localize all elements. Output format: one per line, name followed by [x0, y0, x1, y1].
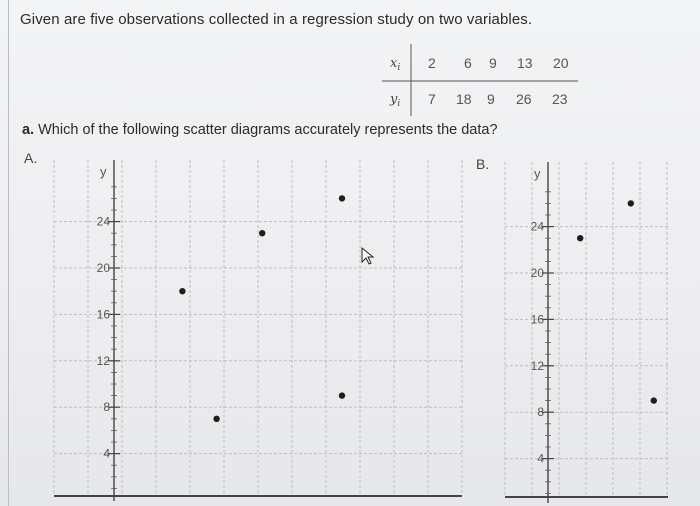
y-value: 23 — [552, 91, 568, 107]
y-tick-label: 16 — [96, 307, 110, 322]
y-axis-label: y — [534, 166, 541, 181]
y-tick-label: 16 — [530, 312, 544, 327]
y-axis-label: y — [100, 164, 107, 179]
y-tick-label: 12 — [530, 358, 544, 373]
data-point — [628, 200, 634, 206]
option-b-label[interactable]: B. — [476, 156, 490, 172]
x-value: 20 — [553, 55, 569, 71]
x-value: 2 — [428, 55, 436, 71]
y-value: 26 — [516, 91, 532, 107]
data-point — [651, 397, 657, 403]
y-header: $y_i$ — [390, 92, 401, 109]
question-text: Which of the following scatter diagrams accurately represents the data? — [38, 122, 498, 138]
y-tick-label: 20 — [530, 266, 544, 280]
y-value: 7 — [428, 91, 436, 107]
y-tick-label: 24 — [96, 214, 110, 229]
y-tick-label: 8 — [537, 405, 544, 420]
y-tick-label: 4 — [103, 446, 110, 461]
option-a-label[interactable]: A. — [24, 150, 38, 166]
y-tick-label: 24 — [530, 219, 544, 234]
y-tick-label: 20 — [96, 261, 110, 275]
y-tick-label: 8 — [103, 400, 110, 415]
x-value: 6 — [464, 55, 472, 71]
x-value: 13 — [517, 55, 533, 71]
data-point — [577, 235, 583, 241]
y-value: 9 — [487, 91, 495, 107]
problem-intro: Given are five observations collected in a regression study on two variables. — [20, 11, 533, 28]
y-value: 18 — [456, 91, 472, 107]
y-tick-label: 4 — [537, 451, 544, 466]
question-letter: a. — [22, 122, 35, 138]
x-header: $x_i$ — [390, 56, 401, 73]
x-value: 9 — [489, 55, 497, 71]
y-tick-label: 12 — [96, 353, 110, 368]
